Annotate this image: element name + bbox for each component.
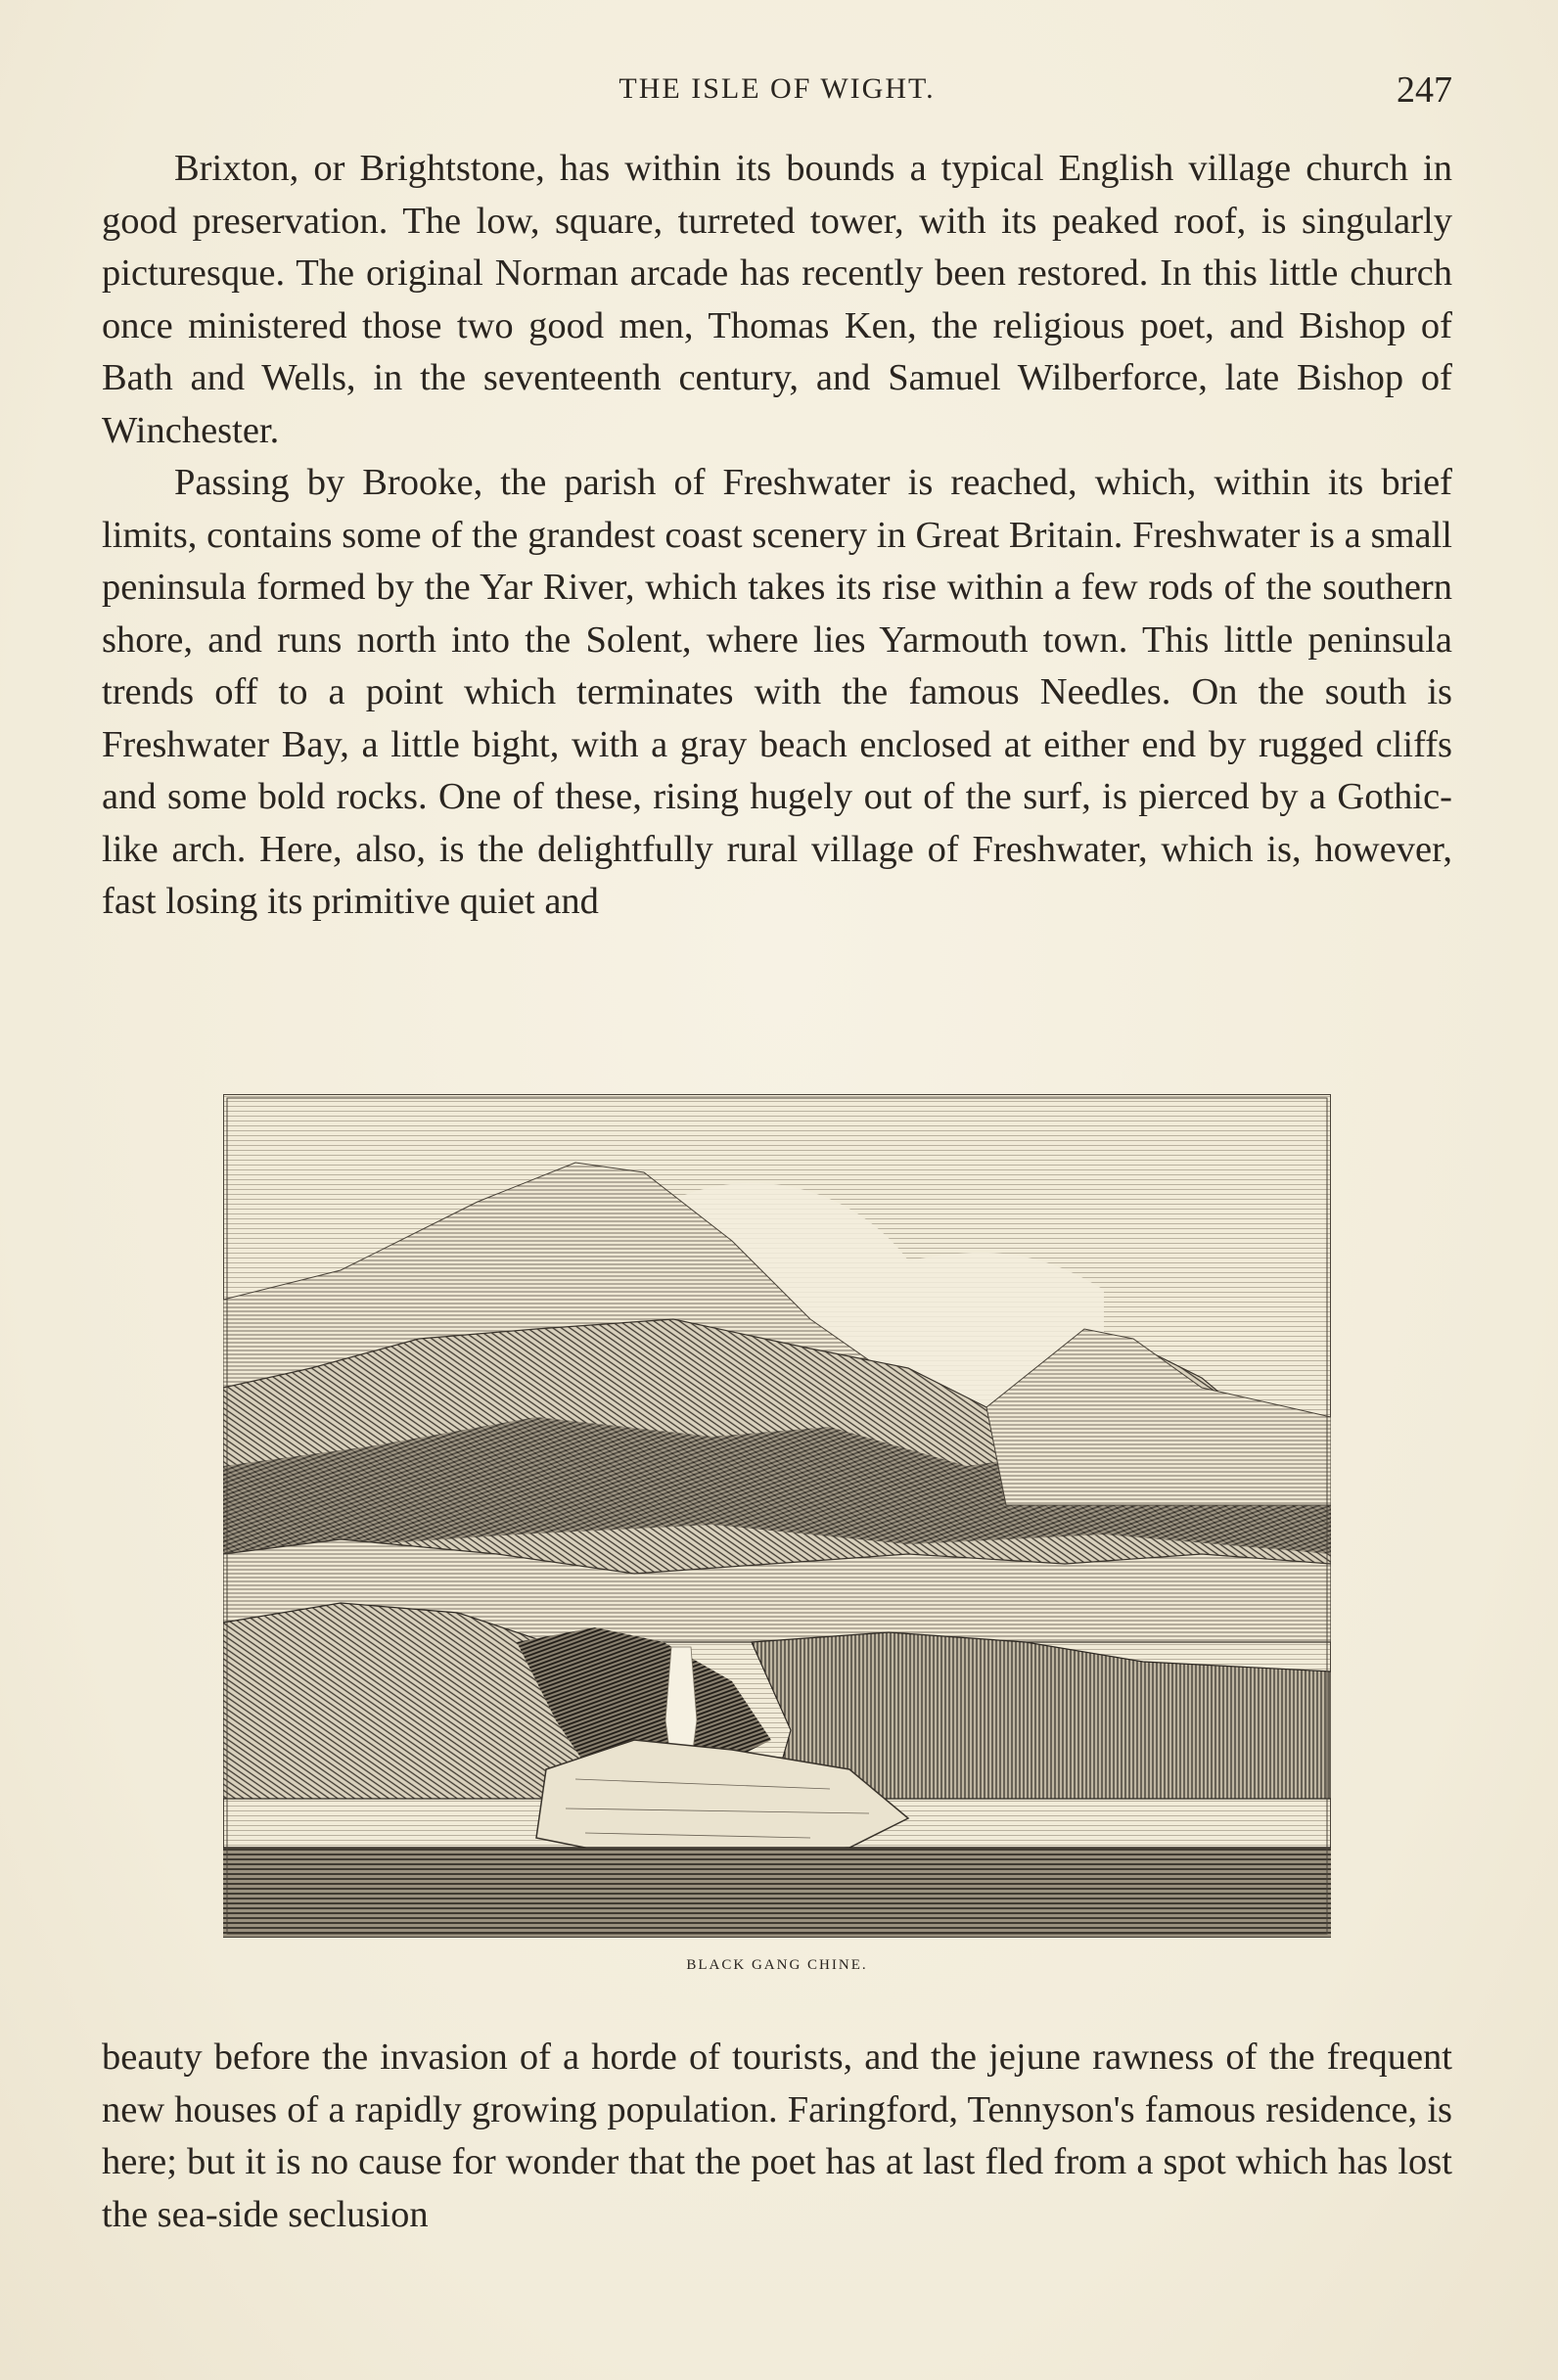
paragraph-freshwater: Passing by Brooke, the parish of Freshwater is reached, which, within its brief limits, contains some of the grandest coast scenery in Great Britain. Freshwater is a small peninsula formed by the Yar River, which takes its rise within a few rods of the southern shore, and runs north into the Solent, where lies Yarmouth town. This little peninsula trends off to a point which terminates with the famous Needles. On the south is Freshwater Bay, a little bight, with a gray beach enclosed at either end by rugged cliffs and some bold rocks. One of these, rising hugely out of the surf, is pierced by a Gothic-like arch. Here, also, is the delightfully rural village of Freshwater, which is, however, fast losing its primitive quiet and [102, 462, 1452, 922]
engraving-illustration [223, 1094, 1331, 1938]
paragraph-brixton: Brixton, or Brightstone, has within its bounds a typical English village church in good preservation. The low, square, turreted tower, with its peaked roof, is singularly picturesque. The original Norman arcade has recently been restored. In this little church once ministered those two good men, Thomas Ken, the religious poet, and Bishop of Bath and Wells, in the seventeenth century, and Samuel Wilberforce, late Bishop of Winchester. [102, 148, 1452, 451]
figure-caption: BLACK GANG CHINE. [686, 1957, 868, 1973]
paragraph-continuation: beauty before the invasion of a horde of tourists, and the jejune rawness of the frequent new houses of a rapidly growing population. Faringford, Tennyson's famous residence, is here; but it is no cause for wonder that the poet has at last fled from a spot which has lost the sea-side seclusion [102, 2037, 1452, 2235]
engraving-image [223, 1094, 1331, 1938]
running-title: THE ISLE OF WIGHT. [619, 72, 936, 105]
running-head [102, 69, 1452, 112]
page-number: 247 [1397, 69, 1452, 111]
body-text-top [102, 143, 1452, 929]
body-text-bottom [102, 2032, 1452, 2241]
